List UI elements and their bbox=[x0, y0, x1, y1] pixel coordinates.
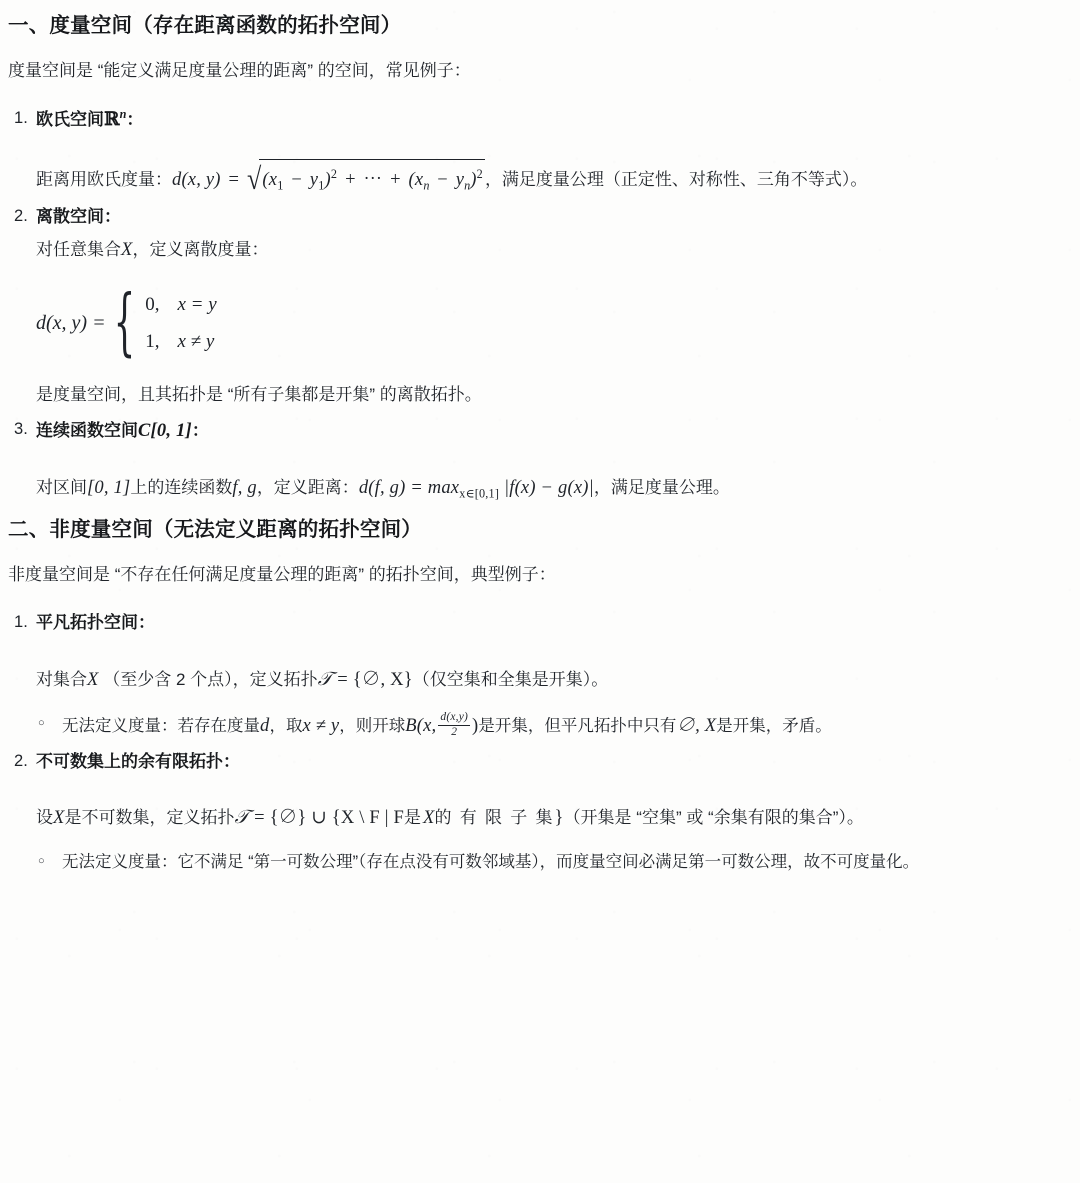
item-2-heading bbox=[36, 201, 1080, 232]
item-4-part-1: 对集合 bbox=[36, 669, 87, 689]
item-5-heading bbox=[36, 746, 1080, 777]
item-4-part-3: （仅空集和全集是开集）。 bbox=[412, 669, 609, 689]
item-2-head-suffix: ： bbox=[104, 206, 121, 226]
fraction-denominator: 2 bbox=[438, 725, 470, 740]
non-metric-space-examples-list bbox=[0, 607, 1080, 878]
item-3-body bbox=[36, 470, 1080, 506]
item-2-body-prefix: 对任意集合 bbox=[36, 240, 121, 260]
cofinite-cn-tail: 的 有 限 子 集 bbox=[434, 808, 555, 828]
item-3-part-2: 上的连续函数 bbox=[130, 477, 233, 497]
square-root bbox=[247, 159, 485, 198]
cases-lhs: d(x, y) = bbox=[36, 311, 106, 334]
item-4-body bbox=[36, 661, 1080, 698]
item-5-part-1: 设 bbox=[36, 808, 53, 828]
function-symbols: f, g bbox=[232, 477, 257, 498]
cofinite-set-builder: = {∅} ∪ {X \ F | F bbox=[254, 808, 404, 829]
sub-part-4: 是开集，但平凡拓扑中只有 bbox=[478, 716, 677, 735]
item-5-part-2: 是不可数集，定义拓扑 bbox=[64, 808, 235, 828]
section-2-lead: 非度量空间是 “不存在任何满足度量公理的距离” 的拓扑空间，典型例子： bbox=[8, 564, 556, 584]
script-t-symbol: 𝒯 bbox=[234, 806, 250, 829]
cofinite-cn-shi: 是 bbox=[403, 808, 423, 828]
script-t-symbol: 𝒯 bbox=[317, 667, 333, 690]
item-3-part-4: ，满足度量公理。 bbox=[593, 477, 730, 497]
sup-metric-subscript: x∈[0,1] bbox=[459, 486, 500, 501]
item-4-sublist bbox=[36, 708, 1080, 744]
metric-symbol-d: d bbox=[260, 715, 270, 736]
empty-set-and-x: ∅, X bbox=[676, 715, 717, 736]
interval-symbol: [0, 1] bbox=[87, 477, 131, 498]
set-symbol-x: X bbox=[87, 669, 99, 690]
sub-part-1: 无法定义度量：若存在度量 bbox=[62, 716, 260, 735]
item-3-head-math: C[0, 1] bbox=[138, 420, 192, 441]
item-1-head-prefix: 欧氏空间 bbox=[36, 110, 104, 130]
cases-row bbox=[145, 286, 216, 323]
sub-bullet-no-metric-cofinite: ○ 无法定义度量：它不满足 “第一可数公理”（存在点没有可数邻域基），而度量空间必满足第一可数公理，故不可度量化。 bbox=[36, 846, 1080, 878]
section-1-lead: 度量空间是 “能定义满足度量公理的距离” 的空间，常见例子： bbox=[8, 60, 471, 80]
item-2-body-mid: ，定义离散度量： bbox=[132, 240, 269, 260]
list-item-trivial-topology bbox=[0, 607, 1080, 744]
discrete-metric-piecewise-formula bbox=[36, 280, 1080, 367]
item-1-heading bbox=[36, 103, 1080, 137]
item-3-heading bbox=[36, 414, 1080, 448]
item-2-set-symbol: X bbox=[121, 240, 133, 261]
uncountable-set-x: X bbox=[53, 808, 65, 829]
item-2-body-after: 是度量空间，且其拓扑是 “所有子集都是开集” 的离散拓扑。 bbox=[36, 385, 482, 405]
case-condition: x ≠ y bbox=[177, 331, 215, 353]
cofinite-x: X bbox=[422, 808, 435, 829]
section-1-title: 一、度量空间（存在距离函数的拓扑空间） bbox=[8, 14, 402, 37]
list-item-discrete-space bbox=[0, 201, 1080, 412]
fraction-numerator: d(x,y) bbox=[440, 711, 469, 724]
trivial-topology-set: = {∅, X} bbox=[337, 669, 413, 690]
left-brace: { bbox=[113, 280, 136, 367]
sub-part-2: ，取 bbox=[269, 716, 303, 735]
list-item-euclidean-space bbox=[0, 103, 1080, 199]
item-4-head-prefix: 平凡拓扑空间 bbox=[36, 613, 138, 633]
trivial-topology-formula bbox=[317, 667, 413, 690]
item-2-head-prefix: 离散空间 bbox=[36, 206, 104, 226]
euclidean-distance-formula: d(x, $y) = √(x_1 - y_1)^2$ + ⋯ + $(x_n - y_n)^2$ bbox=[172, 170, 485, 190]
list-item-continuous-function-space bbox=[0, 414, 1080, 507]
case-condition: x = y bbox=[177, 294, 217, 316]
section-2-title: 二、非度量空间（无法定义距离的拓扑空间） bbox=[8, 518, 422, 542]
sup-metric-formula bbox=[358, 477, 594, 501]
open-ball-base: B(x, bbox=[405, 715, 437, 736]
case-value: 1, bbox=[145, 331, 160, 353]
item-4-part-2: （至少含 2 个点），定义拓扑 bbox=[103, 669, 318, 689]
item-3-part-3: ，定义距离： bbox=[256, 477, 359, 497]
open-ball-close: ) bbox=[472, 715, 479, 736]
sup-metric-lhs: d(f, g) = max bbox=[358, 477, 460, 498]
item-5-head-suffix: ： bbox=[223, 751, 240, 771]
item-1-head-suffix: ： bbox=[126, 110, 144, 130]
item-3-part-1: 对区间 bbox=[36, 477, 87, 497]
item-1-body bbox=[36, 159, 1080, 198]
item-4-head-suffix: ： bbox=[138, 613, 155, 633]
open-ball-formula bbox=[405, 711, 479, 738]
item-3-head-suffix: ： bbox=[191, 420, 209, 440]
list-item-cofinite-topology bbox=[0, 746, 1080, 879]
radicand: $(x_1 - y_1)^2$ + ⋯ + $(x_n - y_n)^2$ bbox=[259, 159, 485, 198]
radical-sign: √ bbox=[246, 162, 262, 197]
item-4-heading bbox=[36, 607, 1080, 638]
item-1-head-math: ℝ$^n$ bbox=[104, 106, 127, 131]
item-1-body-prefix: 距离用欧氏度量： bbox=[36, 170, 172, 190]
sup-metric-rhs: |f(x) − g(x)| bbox=[503, 477, 594, 498]
item-5-body bbox=[36, 799, 1080, 836]
cases-row bbox=[145, 323, 216, 360]
fraction bbox=[438, 711, 470, 739]
case-value: 0, bbox=[145, 294, 160, 316]
item-1-body-suffix: ，满足度量公理（正定性、对称性、三角不等式）。 bbox=[484, 170, 868, 190]
section-metric-spaces bbox=[0, 0, 1080, 506]
metric-space-examples-list bbox=[0, 103, 1080, 506]
item-3-head-prefix: 连续函数空间 bbox=[36, 420, 138, 440]
cases-rows bbox=[145, 286, 216, 360]
sub-part-3: ，则开球 bbox=[339, 716, 406, 735]
cofinite-topology-formula bbox=[235, 808, 564, 828]
sub-part-5: 是开集，矛盾。 bbox=[716, 716, 832, 735]
item-2-body-intro bbox=[36, 232, 1080, 268]
item-5-head-prefix: 不可数集上的余有限拓扑 bbox=[36, 751, 223, 771]
item-5-part-3: （开集是 “空集” 或 “余集有限的集合”）。 bbox=[563, 808, 864, 828]
cofinite-close-brace: } bbox=[554, 808, 564, 829]
item-5-sublist bbox=[36, 846, 1080, 878]
sub-bullet-no-metric-trivial bbox=[36, 708, 1080, 744]
x-neq-y: x ≠ y bbox=[302, 715, 340, 736]
section-non-metric-spaces bbox=[0, 508, 1080, 878]
